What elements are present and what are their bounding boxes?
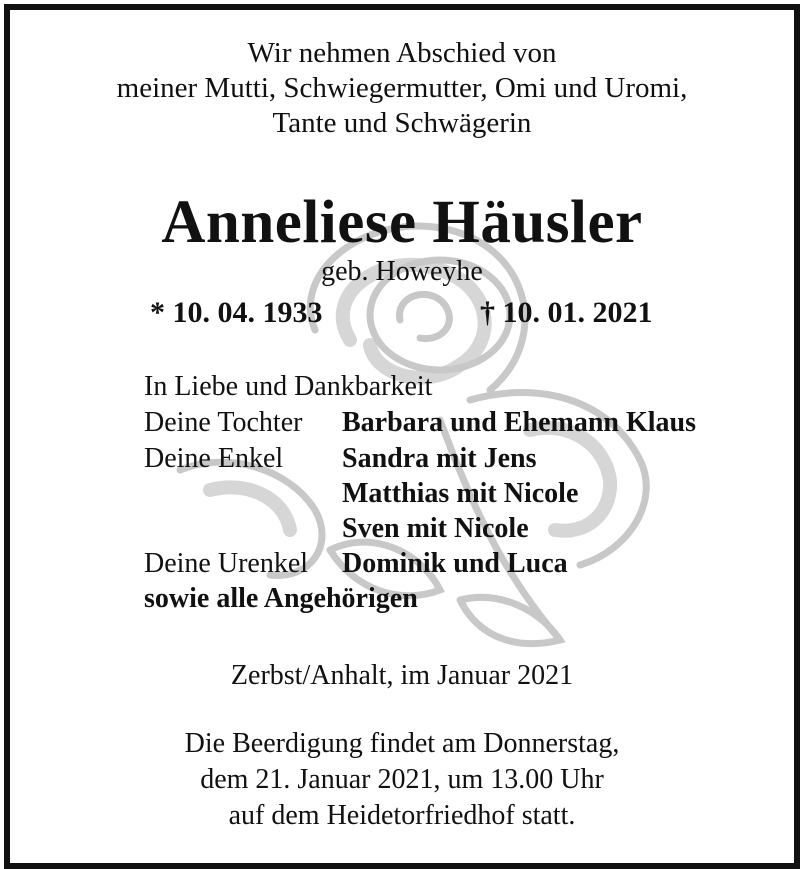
funeral-line-1: Die Beerdigung findet am Donnerstag, — [184, 728, 620, 759]
mourner-names: Sandra mit Jens — [342, 443, 537, 474]
mourner-names: Barbara und Ehemann Klaus — [342, 407, 696, 438]
funeral-line-2: dem 21. Januar 2021, um 13.00 Uhr — [200, 764, 604, 795]
mourners-closing: sowie alle Angehörigen — [144, 583, 418, 614]
intro-line-2: meiner Mutti, Schwiegermutter, Omi und Uromi, — [116, 72, 688, 104]
birth-name: geb. Howeyhe — [321, 256, 483, 287]
birth-date: * 10. 04. 1933 — [150, 296, 323, 329]
relation-label: Deine Urenkel — [144, 548, 309, 579]
deceased-name: Anneliese Häusler — [161, 189, 643, 256]
relation-label: Deine Enkel — [144, 443, 284, 474]
intro-line-3: Tante und Schwägerin — [272, 107, 532, 139]
relation-label: Deine Tochter — [144, 407, 303, 438]
mourners-heading: In Liebe und Dankbarkeit — [144, 371, 433, 402]
intro-line-1: Wir nehmen Abschied von — [247, 37, 557, 69]
place-date: Zerbst/Anhalt, im Januar 2021 — [230, 660, 574, 691]
funeral-line-3: auf dem Heidetorfriedhof statt. — [228, 800, 576, 831]
death-date: † 10. 01. 2021 — [480, 296, 653, 329]
mourner-names: Matthias mit Nicole — [342, 478, 579, 509]
obituary-frame — [4, 4, 800, 869]
mourner-names: Sven mit Nicole — [342, 513, 529, 544]
mourner-names: Dominik und Luca — [342, 548, 568, 579]
